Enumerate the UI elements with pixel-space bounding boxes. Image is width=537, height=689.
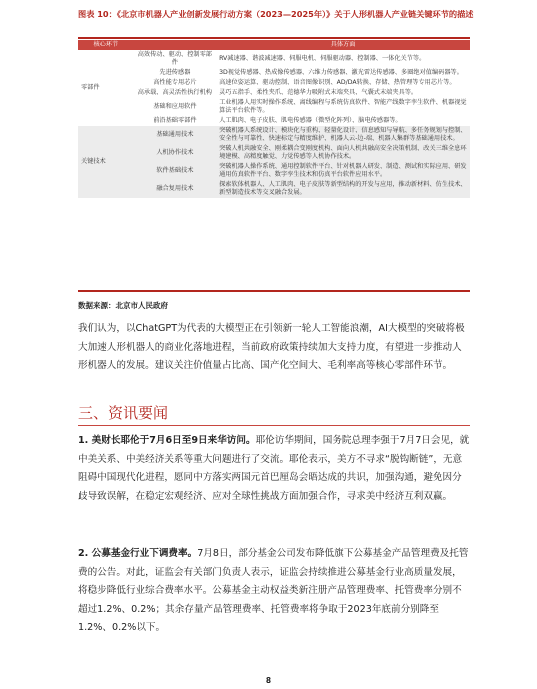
table-row [78,68,470,78]
analysis-paragraph: 我们认为，以ChatGPT为代表的大模型正在引领新一轮人工智能浪潮，AI大模型的突破将极大加速人形机器人的商业化落地进程，当前政府政策持续加大支持力度，有望进一步推动人形机器人的发展。建议关注价值量占比高、国产化空间大、毛利率高等核心零部件环节。 [78,323,465,372]
row-category: 先进传感器 [159,69,191,76]
table-row [78,126,470,144]
table-row [78,116,470,126]
section-rule [78,425,470,426]
row-detail: 人工肌肉、电子皮肤、肌电传感器（微型化阵列）、脑电传感器等。 [219,117,402,124]
news-body: 耶伦访华期间，国务院总理李强于7月7日会见，就中美关系、中美经济关系等重大问题进行了交流。耶伦表示，美方不寻求“脱钩断链”，无意阻碍中国现代化进程，愿同中方落实两国元首巴厘岛会晤达成的共识，加强沟通，避免因分歧导致误解，在稳定宏观经济、应对全球性挑战方面加强合作，寻求美中经济互利双赢。 [78,435,470,502]
table-header-row [78,40,470,50]
table-row [78,144,470,162]
row-category: 基础通用技术 [134,126,216,144]
news-body: 7月8日，部分基金公司发布降低旗下公募基金产品管理费及托管费的公告。对此，证监会有关部门负责人表示，证监会持续推进公募基金行业高质量发展，将稳步降低行业综合费率水平。公募基金主动权益类新注册产品管理费率、托管费率分别不超过1.2%、0.2%；其余存量产品管理费率、托管费率将争取于2023年底前分别降至1.2%、0.2%以下。 [78,548,469,634]
row-detail: 3D视觉传感器、热成像传感器、六维力传感器、激光雷达传感器、多圈绝对值编码器等。 [219,69,463,76]
row-category: 前沿基础零部件 [153,117,197,124]
row-category: 基础和应用软件 [153,103,197,110]
table-row [78,78,470,88]
row-category: 软件基础技术 [134,162,216,180]
table-row [78,50,470,68]
header-detail: 具体方面 [216,40,470,50]
news-item [78,545,470,638]
news-heading: 1. 美财长耶伦于7月6日至9日来华访问。 [78,435,256,446]
table-row [78,180,470,198]
figure-title: 图表 10：《北京市机器人产业创新发展行动方案（2023—2025年）》关于人形机器人产业链关键环节的描述 [78,9,474,19]
row-category: 人机协作技术 [134,144,216,162]
row-detail: 突破人机共融安全、刚柔耦合变刚度机构、面向人机共融高安全决策机制、改关三维全息环境建模、高精度触觉、力觉传感等人机协作技术。 [216,144,470,162]
header-core-link: 核心环节 [78,40,134,50]
row-detail: 工业机器人用实时操作系统、离线编程与系统仿真软件、智能产线数字孪生软件、机器视觉算法平台软件等。 [219,99,467,114]
row-category: 高承载、高灵活性执行机构 [137,89,212,96]
row-detail: RV减速器、谐波减速器、伺服电机、伺服驱动器、控制器、一体化关节等。 [219,55,426,62]
industry-chain-table [78,40,470,198]
table-row [78,98,470,116]
table-row [78,162,470,180]
section-title: 三、资讯要闻 [78,404,169,422]
header-blank [134,40,216,50]
row-category: 高效传动、驱动、控制零部件 [137,51,212,66]
table-bottom-rule [78,290,470,292]
group-name: 关键技术 [78,126,134,198]
group-name: 零部件 [81,84,100,91]
news-heading: 2. 公募基金行业下调费率。 [78,548,198,559]
row-detail: 高速位姿运算、驱动控制、语音图像识别、AD/DA转换、存储、热管理等专用芯片等。 [219,79,456,86]
row-detail: 探索软体机器人、人工肌肉、电子皮肤等新型结构的开发与应用，推动新材料、仿生技术、新型制造技术等交叉融合发展。 [216,180,470,198]
row-detail: 突破机器人系统设计、模块化与重构、轻量化设计、信息感知与导航、多任务规划与控制、安全性与可靠性、快速标定与精度维护、机器人云-边-端、机器人集群等基础通用技术。 [216,126,470,144]
data-source: 数据来源：北京市人民政府 [78,301,168,310]
row-detail: 突破机器人操作系统、通用控制软件平台、针对机器人研发、制造、测试和实际应用、研发通用仿真软件平台、数字孪生技术和仿真平台软件应用水平。 [216,162,470,180]
row-detail: 灵巧五指手、柔性夹爪、范德华力吸附式末端夹具、气囊式末端夹具等。 [219,89,418,96]
row-category: 融合复用技术 [134,180,216,198]
table-row [78,88,470,98]
page-number: 8 [265,676,272,685]
figure-title-rule [78,37,470,39]
row-category: 高性能专用芯片 [153,79,197,86]
news-item [78,432,470,506]
